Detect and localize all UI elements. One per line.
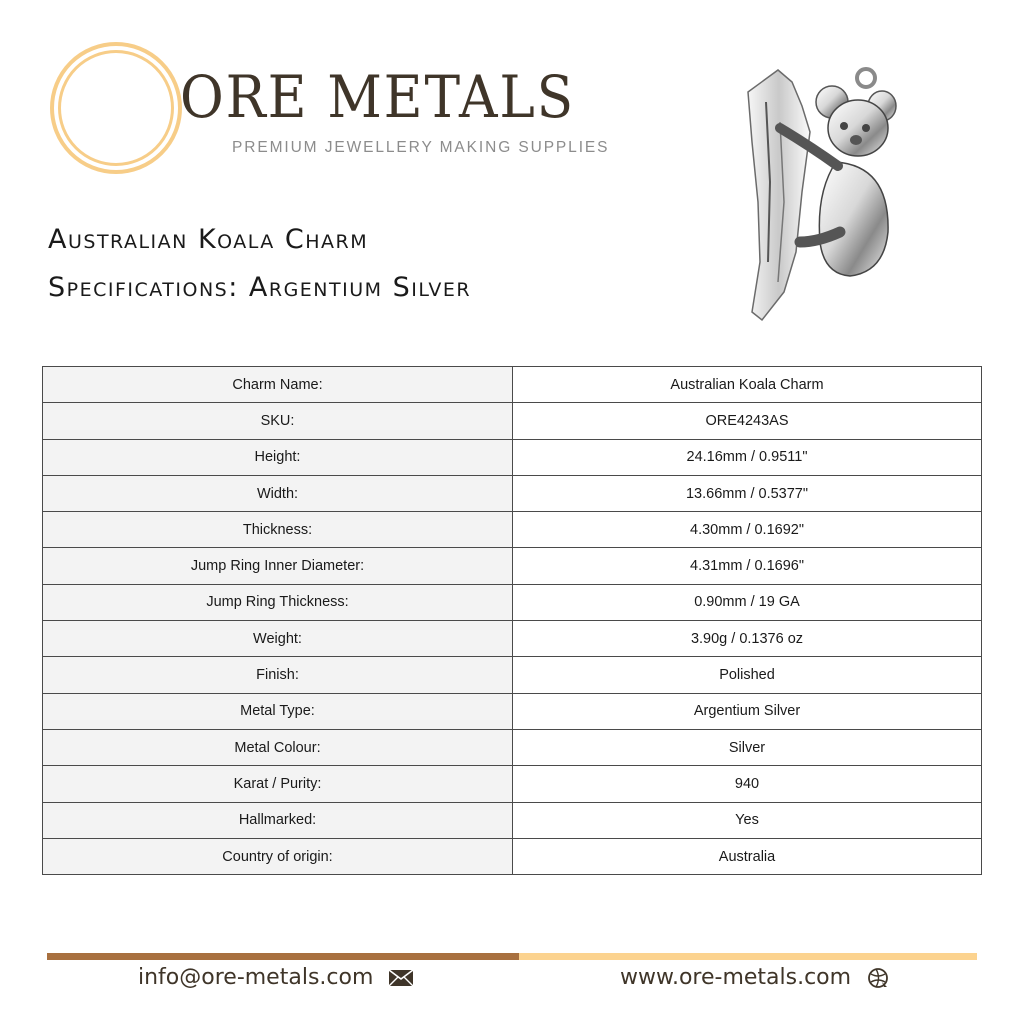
spec-value: Australia <box>513 838 982 874</box>
table-row <box>43 548 982 584</box>
spec-label: Thickness: <box>43 512 513 548</box>
spec-value: 13.66mm / 0.5377" <box>513 475 982 511</box>
spec-value: 940 <box>513 766 982 802</box>
email-address[interactable]: info@ore-metals.com <box>138 965 374 990</box>
table-row <box>43 403 982 439</box>
spec-label: Karat / Purity: <box>43 766 513 802</box>
koala-charm-image <box>740 62 900 326</box>
spec-value: 3.90g / 0.1376 oz <box>513 621 982 657</box>
logo-ring-inner-icon <box>58 50 174 166</box>
spec-value: 4.31mm / 0.1696" <box>513 548 982 584</box>
spec-value: Argentium Silver <box>513 693 982 729</box>
spec-label: Metal Type: <box>43 693 513 729</box>
spec-label: Weight: <box>43 621 513 657</box>
spec-value: Yes <box>513 802 982 838</box>
footer-email[interactable] <box>138 965 413 990</box>
table-row <box>43 657 982 693</box>
spec-label: Finish: <box>43 657 513 693</box>
spec-label: Charm Name: <box>43 367 513 403</box>
table-row <box>43 838 982 874</box>
spec-label: Country of origin: <box>43 838 513 874</box>
spec-value: 24.16mm / 0.9511" <box>513 439 982 475</box>
table-row <box>43 729 982 765</box>
table-row <box>43 693 982 729</box>
table-row <box>43 621 982 657</box>
spec-label: Jump Ring Inner Diameter: <box>43 548 513 584</box>
table-row <box>43 512 982 548</box>
spec-label: SKU: <box>43 403 513 439</box>
brand-tagline: PREMIUM JEWELLERY MAKING SUPPLIES <box>232 139 610 156</box>
brand-name: ORE METALS <box>180 63 576 131</box>
spec-value: Polished <box>513 657 982 693</box>
spec-label: Metal Colour: <box>43 729 513 765</box>
table-row <box>43 367 982 403</box>
spec-value: Australian Koala Charm <box>513 367 982 403</box>
table-row <box>43 584 982 620</box>
globe-icon <box>867 967 889 989</box>
table-row <box>43 802 982 838</box>
spec-label: Hallmarked: <box>43 802 513 838</box>
spec-label: Width: <box>43 475 513 511</box>
spec-value: 0.90mm / 19 GA <box>513 584 982 620</box>
envelope-icon <box>389 970 413 986</box>
footer-divider-right <box>519 953 977 960</box>
spec-label: Jump Ring Thickness: <box>43 584 513 620</box>
website-url[interactable]: www.ore-metals.com <box>620 965 852 990</box>
table-row <box>43 439 982 475</box>
page-subtitle: Specifications: Argentium Silver <box>48 272 472 303</box>
spec-value: ORE4243AS <box>513 403 982 439</box>
table-row <box>43 475 982 511</box>
spec-label: Height: <box>43 439 513 475</box>
specifications-table <box>42 366 982 875</box>
page-title: Australian Koala Charm <box>48 224 369 255</box>
footer-divider-left <box>47 953 519 960</box>
spec-value: 4.30mm / 0.1692" <box>513 512 982 548</box>
footer-website[interactable] <box>620 965 889 990</box>
spec-value: Silver <box>513 729 982 765</box>
table-row <box>43 766 982 802</box>
